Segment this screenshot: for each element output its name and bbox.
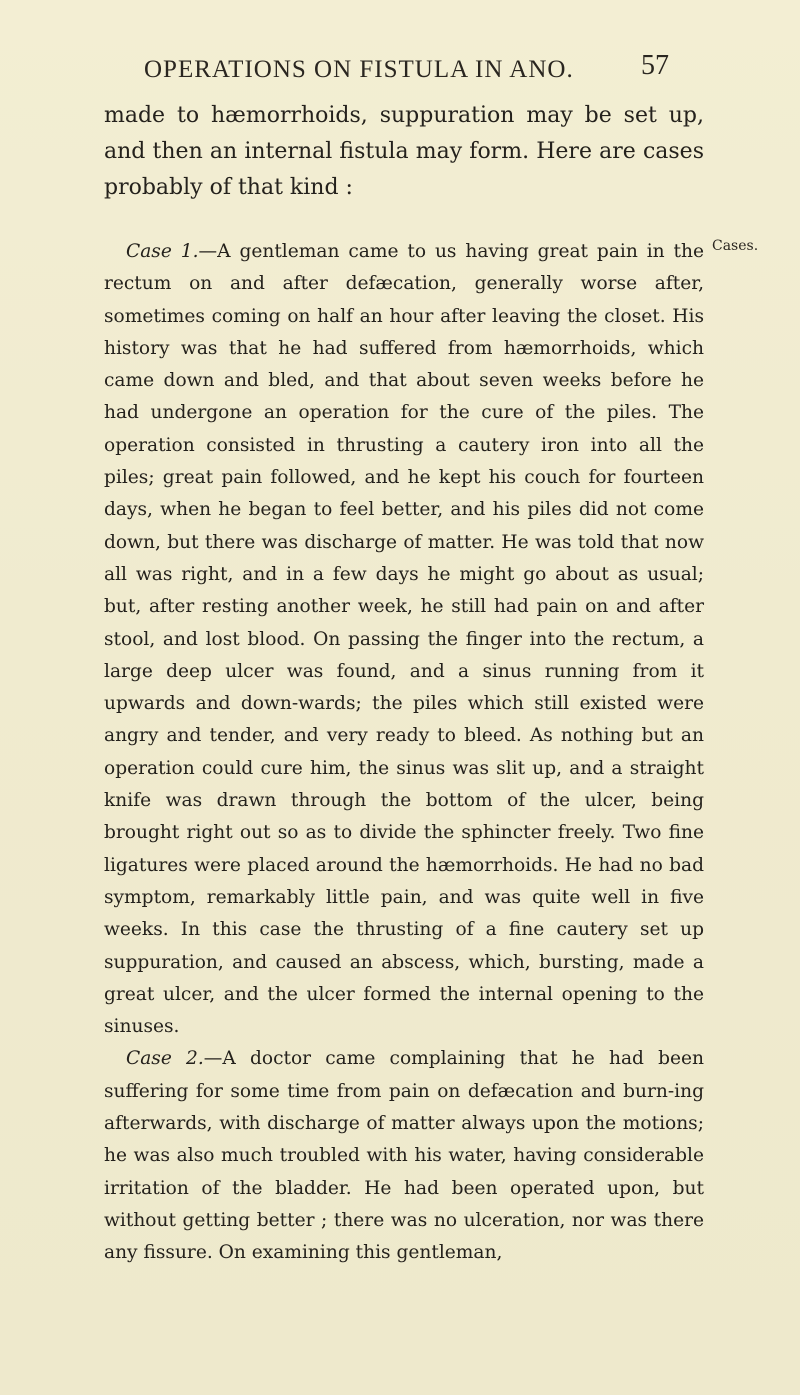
running-head: OPERATIONS ON FISTULA IN ANO. <box>144 56 574 83</box>
case-text: —A gentleman came to us having great pain in the rectum on and after defæcation, generally worse after, sometimes coming on half an hour after leaving the closet. His history was that he had suffered from hæmorrhoids, which came down and bled, and that about seven weeks before he had undergone an operation for the cure of the piles. The operation consisted in thrusting a cautery iron into all the piles; great pain followed, and he kept his couch for fourteen days, when he began to feel better, and his piles did not come down, but there was discharge of matter. He was told that now all was right, and in a few days he might go about as usual; but, after resting another week, he still had pain on and after stool, and lost blood. On passing the finger into the rectum, a large deep ulcer was found, and a sinus running from it upwards and down-wards; the piles which still existed were angry and tender, and very ready to bleed. As nothing but an operation could cure him, the sinus was slit up, and a straight knife was drawn through the bottom of the ulcer, being brought right out so as to divide the sphincter freely. Two fine ligatures were placed around the hæmorrhoids. He had no bad symptom, remarkably little pain, and was quite well in five weeks. In this case the thrusting of a fine cautery set up suppuration, and caused an abscess, which, bursting, made a great ulcer, and the ulcer formed the internal opening to the sinuses. <box>104 241 704 1038</box>
case-list <box>104 236 704 1270</box>
margin-note: Cases. <box>712 238 759 254</box>
case-text: —A doctor came complaining that he had been suffering for some time from pain on defæcation and burn-ing afterwards, with discharge of matter always upon the motions; he was also much troubled with his water, having considerable irritation of the bladder. He had been operated upon, but without getting better ; there was no ulceration, nor was there any fissure. On examining this gentleman, <box>104 1048 704 1264</box>
case-paragraph <box>104 1043 704 1269</box>
case-label: Case 2. <box>126 1048 204 1070</box>
case-paragraph <box>104 236 704 1043</box>
intro-paragraph: made to hæmorrhoids, suppuration may be set up, and then an internal fistula may form. Here are cases probably of that kind : <box>104 103 704 200</box>
case-label: Case 1. <box>126 241 199 262</box>
page-number: 57 <box>641 50 669 81</box>
